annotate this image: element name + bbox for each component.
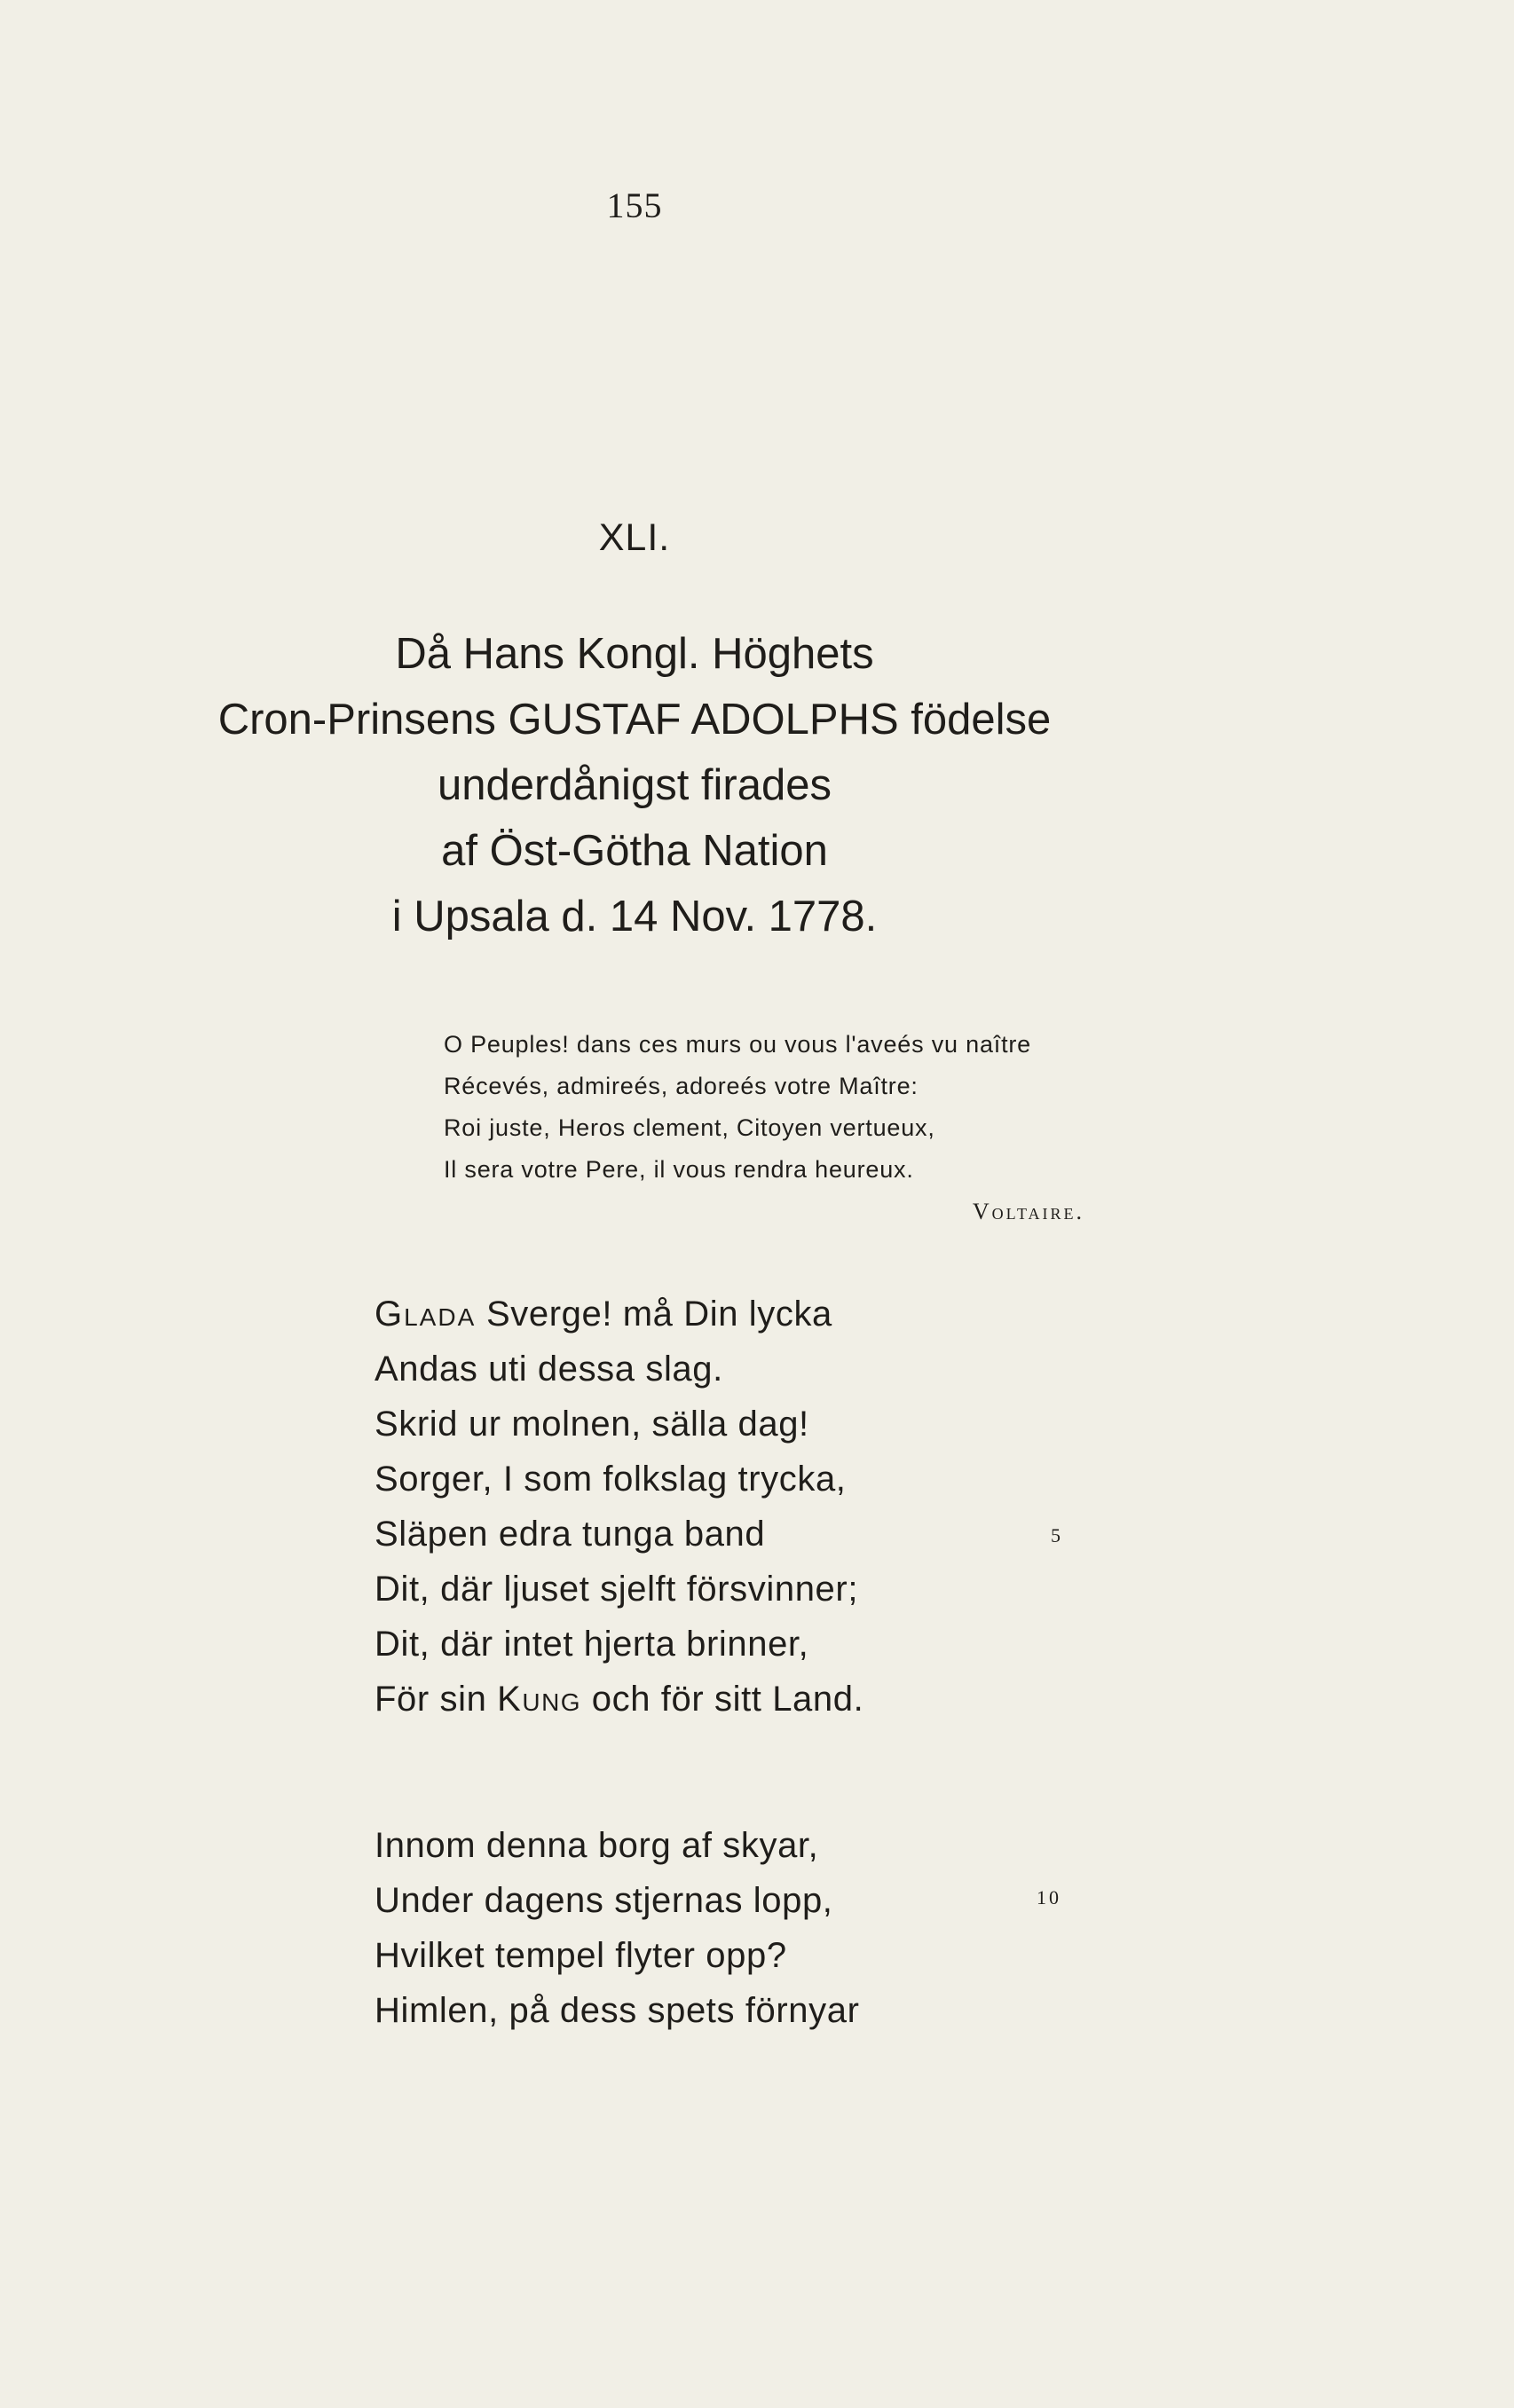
epigraph-line: Roi juste, Heros clement, Citoyen vertueux, — [444, 1114, 935, 1141]
verse-line: Andas uti dessa slag. — [375, 1350, 723, 1389]
title-line: i Upsala d. 14 Nov. 1778. — [391, 893, 878, 940]
title-line: Cron-Prinsens GUSTAF ADOLPHS födelse — [217, 696, 1052, 744]
poem-title — [0, 621, 1269, 949]
verse-kung: Kung — [497, 1680, 582, 1719]
line-number-10: 10 — [1037, 1886, 1061, 1908]
verse-line: Skrid ur molnen, sälla dag! — [375, 1405, 809, 1444]
verse-line: Dit, där intet hjerta brinner, — [375, 1625, 809, 1664]
title-line: Då Hans Kongl. Höghets — [395, 630, 874, 678]
epigraph — [444, 1024, 1207, 1232]
epigraph-line: Il sera votre Pere, il vous rendra heureux. — [444, 1156, 914, 1183]
verse-line: Dit, där ljuset sjelft försvinner; — [375, 1570, 859, 1609]
title-line: underdånigst firades — [437, 761, 832, 809]
poem-number: XLI. — [598, 516, 671, 559]
stanza-1 — [375, 1287, 1173, 1727]
verse-line: Innom denna borg af skyar, — [375, 1826, 819, 1865]
verse-line-rest: Sverge! må Din lycka — [476, 1294, 832, 1334]
verse-opening-word: Glada — [375, 1294, 477, 1334]
page-number: 155 — [606, 185, 663, 225]
title-line: af Öst-Götha Nation — [441, 827, 828, 875]
verse-line: Hvilket tempel flyter opp? — [375, 1936, 787, 1975]
verse-line: Släpen edra tunga band — [375, 1515, 766, 1554]
verse-line: Himlen, på dess spets förnyar — [375, 1991, 860, 2030]
epigraph-author: Voltaire. — [972, 1199, 1084, 1224]
epigraph-line: O Peuples! dans ces murs ou vous l'aveés vu naître — [444, 1031, 1031, 1058]
verse-text: och för sitt Land. — [581, 1680, 864, 1719]
epigraph-line: Récevés, admireés, adoreés votre Maître: — [444, 1073, 919, 1099]
verse-line — [375, 1287, 1173, 1342]
verse-line: Sorger, I som folkslag trycka, — [375, 1460, 847, 1499]
verse-text: För sin — [375, 1680, 498, 1719]
verse-line: Under dagens stjernas lopp, — [375, 1881, 833, 1920]
stanza-2 — [375, 1818, 1173, 2038]
line-number-5: 5 — [1051, 1524, 1063, 1546]
verse-line — [375, 1672, 1173, 1727]
